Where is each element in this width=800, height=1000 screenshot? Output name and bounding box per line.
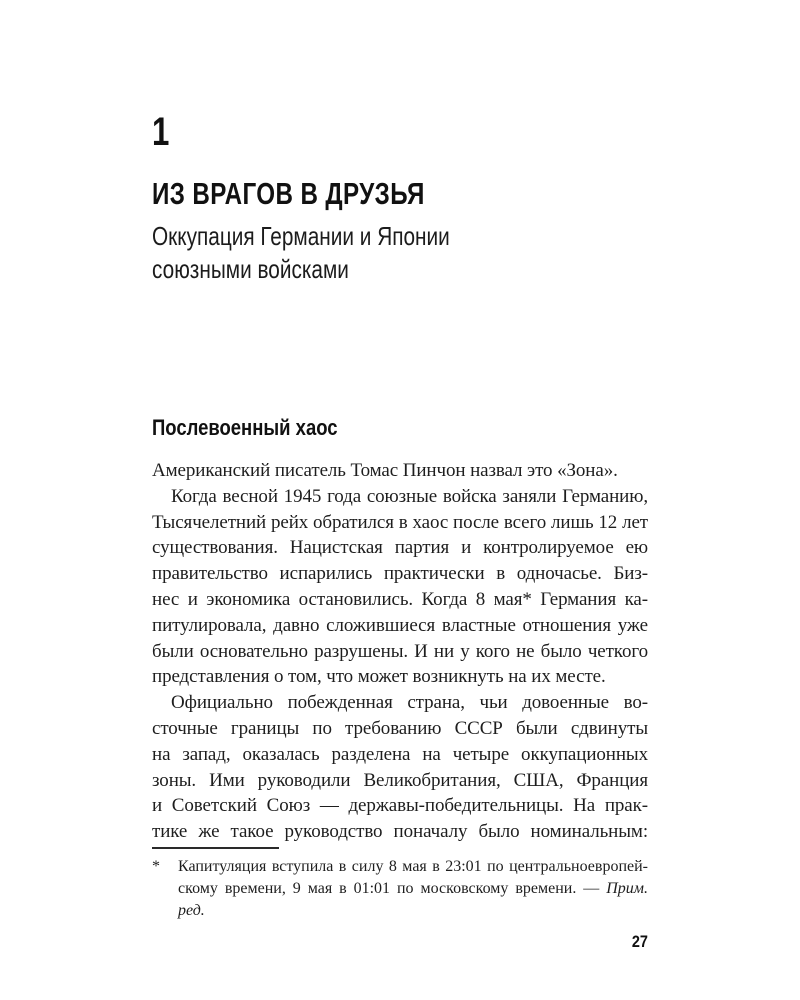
section-heading: Послевоенный хаос [152,415,338,440]
body-line: нес и экономика остановились. Когда 8 мая* Германия ка- [152,588,648,610]
body-line: тике же такое руководство поначалу было номинальным: [152,821,648,843]
body-line: и Советский Союз — державы-победительницы. На прак- [152,795,648,817]
body-line: правительство испарились практически в одночасье. Биз- [152,563,648,585]
chapter-title: ИЗ ВРАГОВ В ДРУЗЬЯ [152,176,425,211]
footnote-segment: Капитуляция вступила в силу 8 мая в 23:01 по центральноевропей- [178,858,648,875]
footnote-marker: * [152,858,160,875]
footnote-segment: скому времени, 9 мая в 01:01 по московскому времени. — [178,880,607,897]
chapter-subtitle-line: союзными войсками [152,254,349,284]
body-line: зоны. Ими руководили Великобритания, США, Франция [152,769,648,791]
footnote-line [178,878,648,900]
footnote [152,847,648,922]
footnote-editor-note: ред. [178,902,205,919]
body-line: Американский писатель Томас Пинчон назвал это «Зона». [152,460,618,481]
body-text [152,458,648,845]
page-number: 27 [631,932,648,951]
body-line: Когда весной 1945 года союзные войска заняли Германию, [171,485,648,507]
body-line: питулировала, давно сложившиеся властные отношения уже [152,614,648,636]
body-line: сточные границы по требованию СССР были сдвинуты [152,717,648,739]
body-line: были основательно разрушены. И ни у кого не было четкого [152,640,648,662]
chapter-subtitle [152,220,450,286]
chapter-number: 1 [152,110,170,154]
footnote-row [152,856,648,922]
footnote-line [178,856,648,878]
footnote-editor-note: Прим. [606,880,648,897]
body-line: Официально побежденная страна, чьи довоенные во- [171,692,648,714]
footnote-text [178,856,648,922]
body-line: Тысячелетний рейх обратился в хаос после всего лишь 12 лет [152,511,648,533]
body-line: представления о том, что может возникнуть на их месте. [152,666,606,688]
body-line: существования. Нацистская партия и контролируемое ею [152,537,648,559]
body-line: на запад, оказалась разделена на четыре оккупационных [152,743,648,765]
chapter-subtitle-line: Оккупация Германии и Японии [152,221,450,251]
footnote-line [178,900,648,922]
footnote-divider [152,847,279,849]
